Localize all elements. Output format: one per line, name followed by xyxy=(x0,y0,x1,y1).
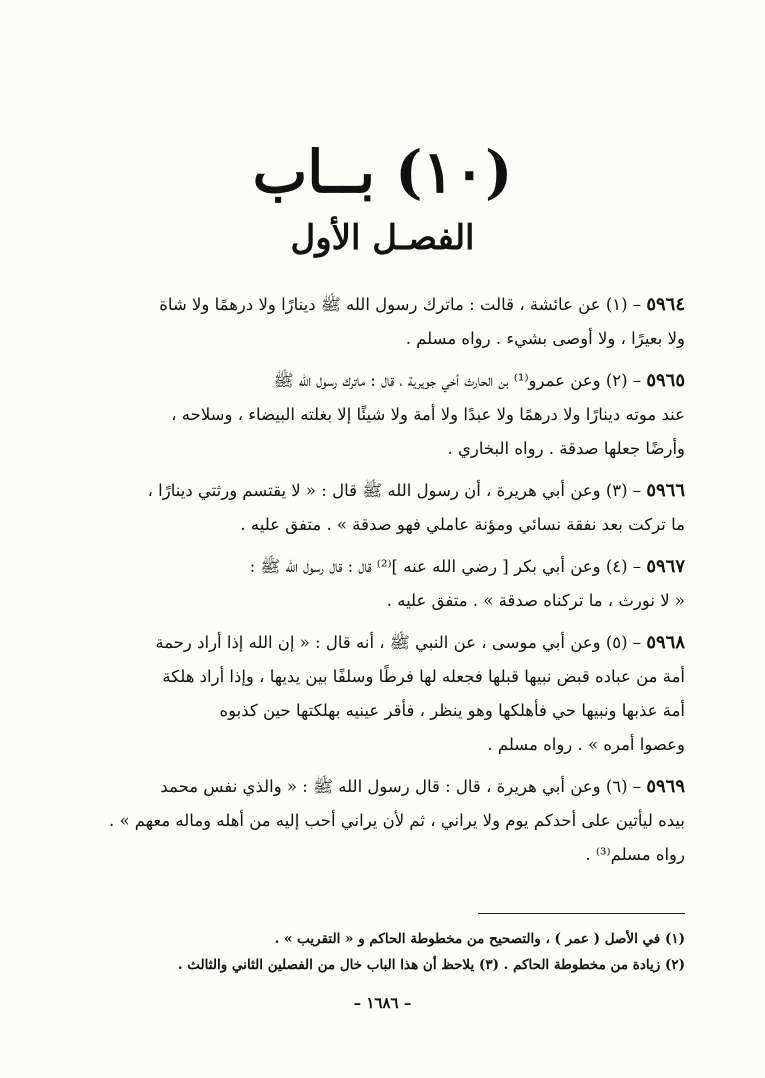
hadith-line xyxy=(68,770,685,804)
hadith-text: – (٣) وعن أبي هريرة ، أن رسول الله ﷺ قال : « لا يقتسم ورثتي دينارًا ، xyxy=(147,481,642,500)
footnotes xyxy=(70,926,685,978)
hadith-line: عند موته دينارًا ولا درهمًا ولا عبدًا ولا أمة ولا شيئًا إلا بغلته البيضاء ، وسلاحه ، xyxy=(171,405,685,424)
hadith-number: ٥٩٦٦ xyxy=(646,480,685,501)
footnote: (٢) زيادة من مخطوطة الحاكم . (٣) يلاحظ أن هذا الباب خال من الفصلين الثاني والثالث . xyxy=(177,957,685,973)
hadith-text: – (٢) وعن عمرو⁽¹⁾ بن الحارث أخي جويرية ، قال : ماترك رسول الله ﷺ xyxy=(273,371,642,390)
page-number: – ١٦٨٦ – xyxy=(353,994,412,1012)
section-title: الفصـل الأول xyxy=(290,218,475,258)
hadith-line xyxy=(68,364,685,398)
hadith-line xyxy=(68,626,685,660)
hadith-entry xyxy=(68,550,685,618)
footnote-divider xyxy=(478,913,685,914)
hadith-text: – (٤) وعن أبي بكر [ رضي الله عنه ]⁽²⁾ قال : قال رسول الله ﷺ : xyxy=(249,557,642,576)
hadith-line: رواه مسلم⁽³⁾ . xyxy=(585,845,685,864)
hadith-entry xyxy=(68,770,685,872)
hadith-number: ٥٩٦٨ xyxy=(646,632,685,653)
hadith-line xyxy=(68,550,685,584)
hadith-line: أمة عذبها ونبيها حي فأهلكها وهو ينظر ، فأقر عينيه بهلكتها حين كذبوه xyxy=(219,701,685,720)
hadith-line xyxy=(68,288,685,322)
hadith-line: ما تركت بعد نفقة نسائي ومؤنة عاملي فهو صدقة » . متفق عليه . xyxy=(240,515,685,534)
hadith-line: ولا بعيرًا ، ولا أوصى بشيء . رواه مسلم . xyxy=(405,329,685,348)
hadith-line: أمة من عباده قبض نبيها قبلها فجعله لها فرطًا وسلفًا بين يديها ، وإذا أراد هلكة xyxy=(162,667,685,686)
hadith-line xyxy=(68,474,685,508)
hadith-entry xyxy=(68,474,685,542)
hadith-entry xyxy=(68,288,685,356)
hadith-line: وأرضًا جعلها صدقة . رواه البخاري . xyxy=(447,439,685,458)
hadith-number: ٥٩٦٥ xyxy=(646,370,685,391)
hadith-text: – (١) عن عائشة ، قالت : ماترك رسول الله ﷺ دينارًا ولا درهمًا ولا شاة xyxy=(159,295,642,314)
hadith-entry xyxy=(68,626,685,762)
hadith-line: بيده ليأتين على أحدكم يوم ولا يراني ، ثم لأن يراني أحب إليه من أهله وماله معهم » . xyxy=(108,811,685,830)
hadith-line: « لا نورث ، ما تركناه صدقة » . متفق عليه . xyxy=(386,591,685,610)
footnote: (١) في الأصل ( عمر ) ، والتصحيح من مخطوطة الحاكم و « التقريب » . xyxy=(274,931,685,947)
hadith-list xyxy=(68,288,685,880)
hadith-number: ٥٩٦٧ xyxy=(646,556,685,577)
hadith-number: ٥٩٦٩ xyxy=(646,776,685,797)
hadith-text: – (٥) وعن أبي موسى ، عن النبي ﷺ ، أنه قال : « إن الله إذا أراد رحمة xyxy=(155,633,642,652)
hadith-number: ٥٩٦٤ xyxy=(646,294,685,315)
hadith-text: – (٦) وعن أبي هريرة ، قال : قال رسول الله ﷺ : « والذي نفس محمد xyxy=(160,777,642,796)
hadith-line: وعصوا أمره » . رواه مسلم . xyxy=(487,735,685,754)
hadith-entry xyxy=(68,364,685,466)
chapter-title: (١٠) بــاب xyxy=(252,138,513,206)
